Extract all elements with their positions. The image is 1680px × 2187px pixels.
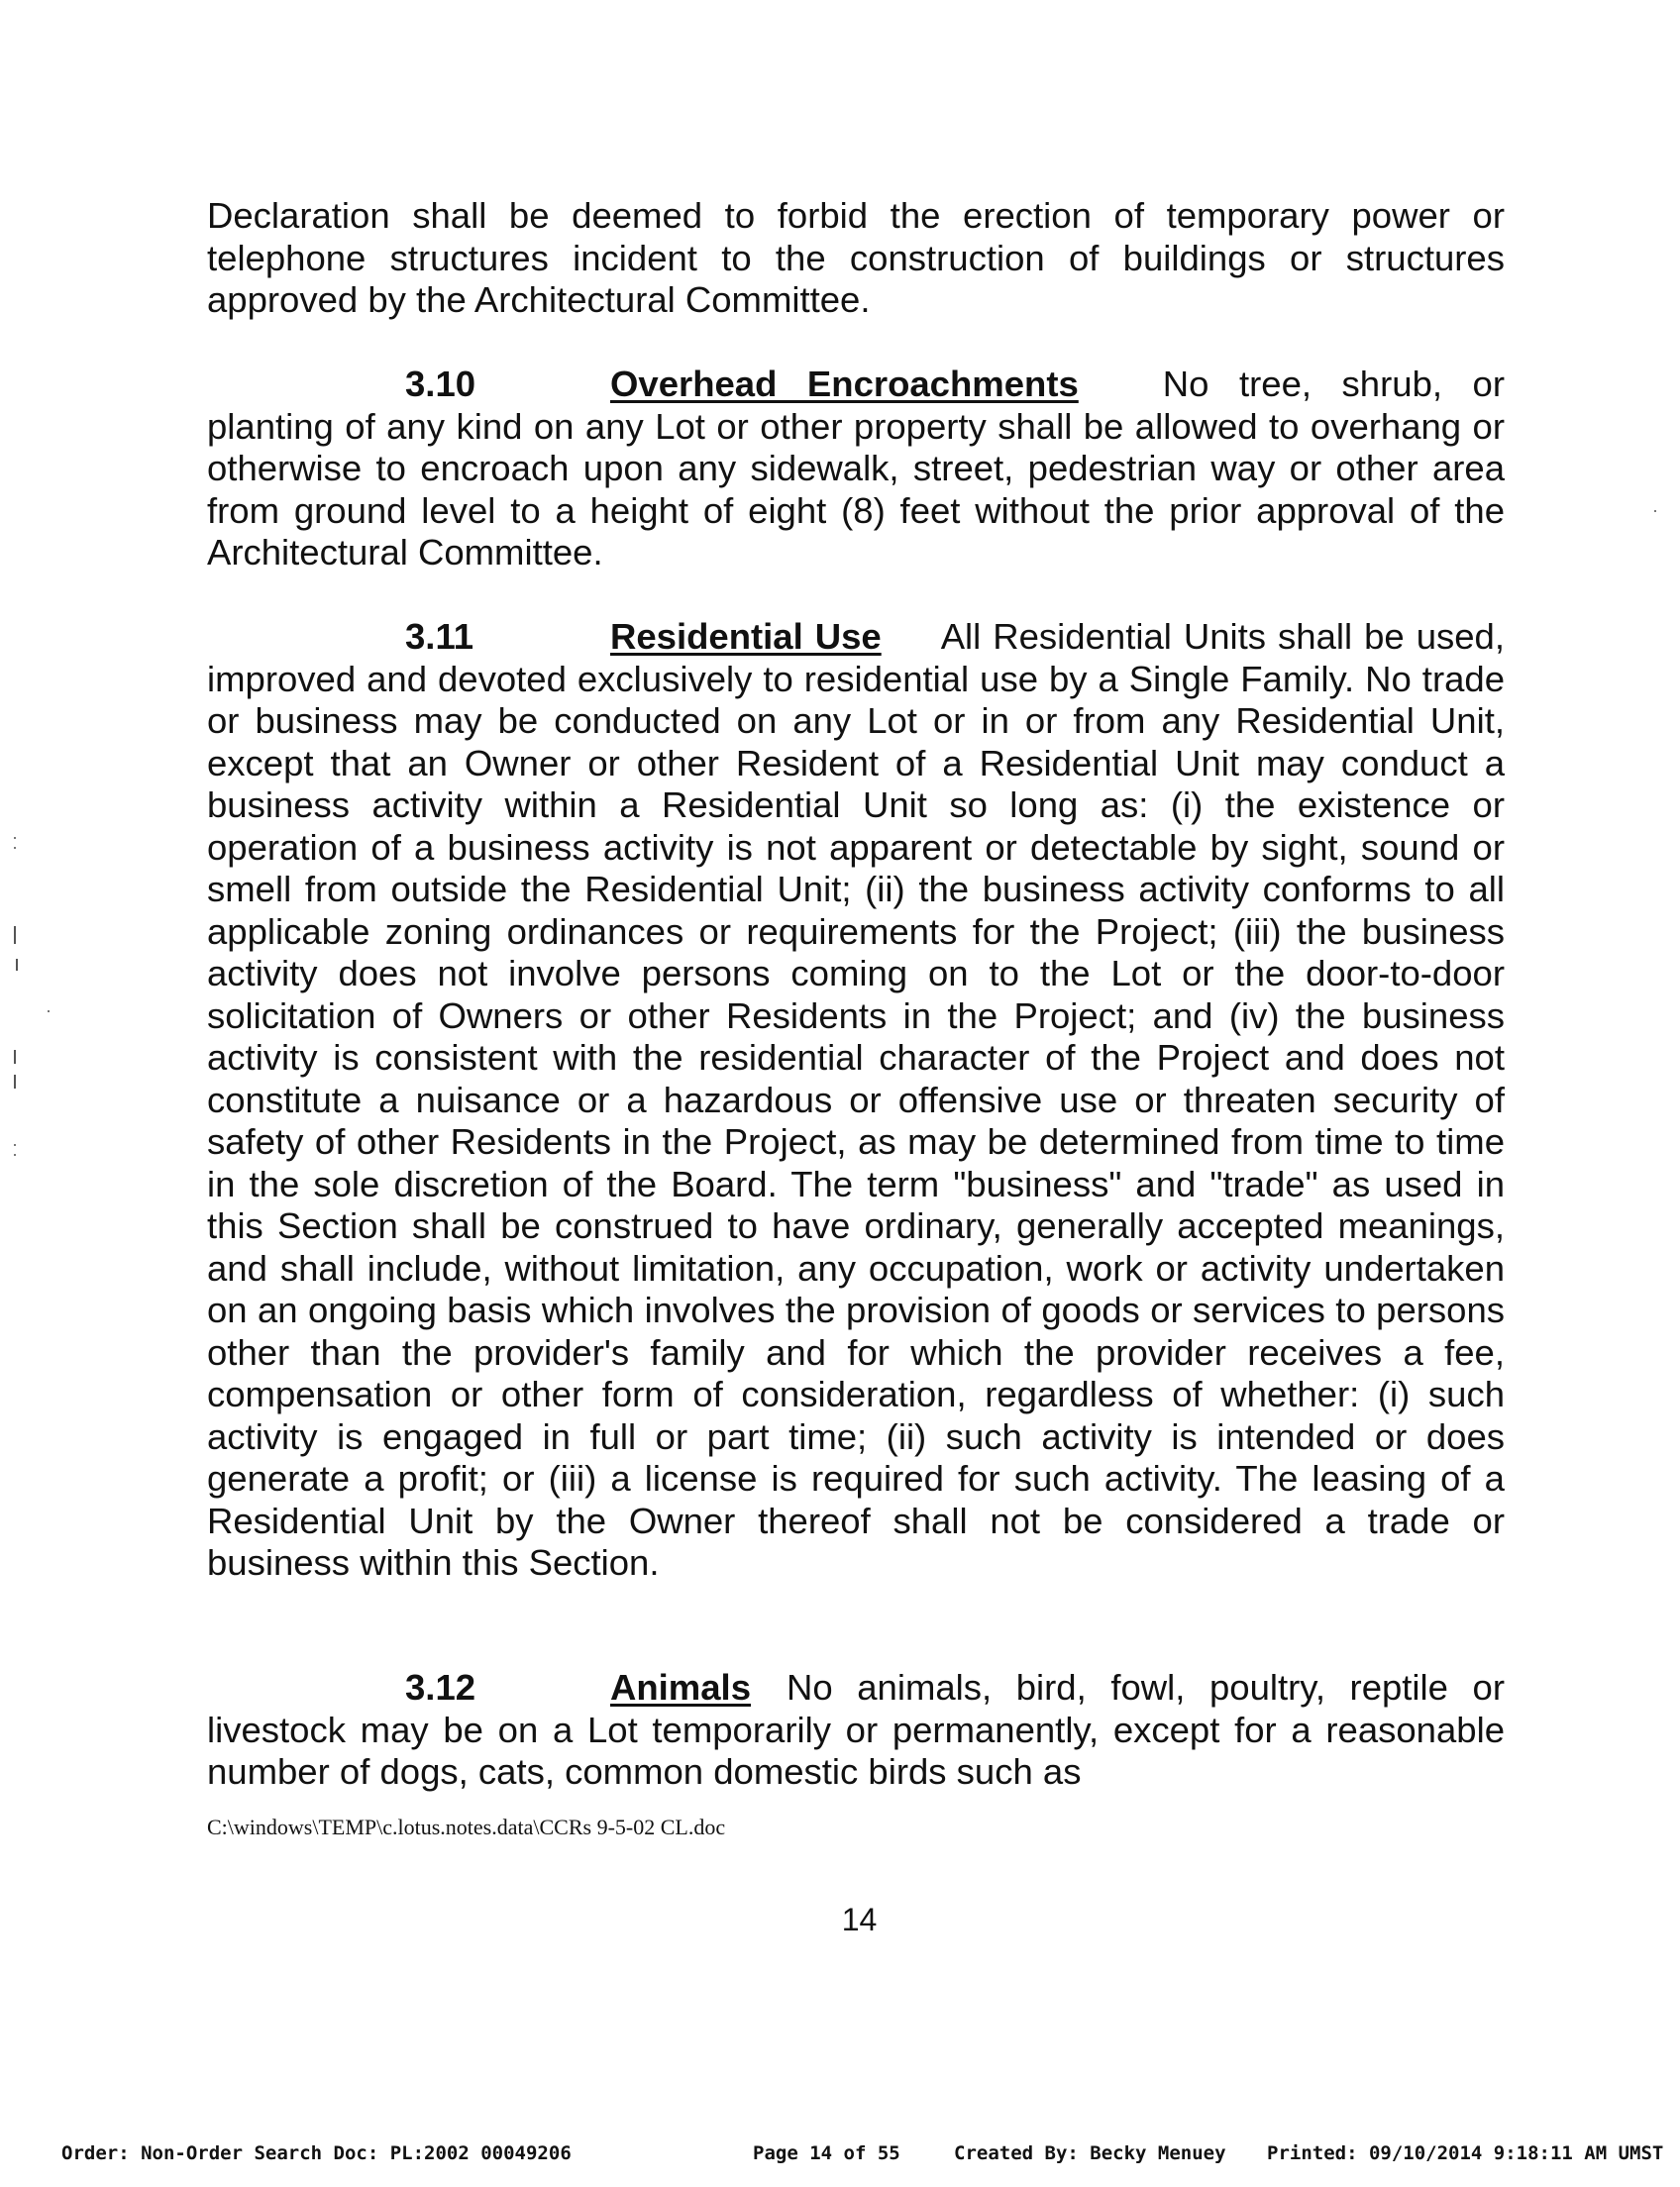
print-footer: [0, 2138, 1680, 2168]
margin-mark: [14, 1154, 16, 1156]
margin-mark: [14, 1075, 16, 1089]
section-title: Overhead Encroachments: [610, 364, 1079, 404]
continued-paragraph: Declaration shall be deemed to forbid the erection of temporary power or telephone structures incident to the construction of buildings or structures approved by the Architectural Committee.: [207, 195, 1505, 320]
section-text: No animals, bird, fowl, poultry, reptile or livestock may be on a Lot temporarily or permanently, except for a reasonable number of dogs, cats, common domestic birds such as: [207, 1667, 1505, 1792]
margin-mark: [1654, 510, 1656, 512]
margin-mark: [14, 926, 16, 944]
margin-mark: [14, 837, 16, 839]
section-title: Animals: [610, 1667, 751, 1708]
section-number: 3.10: [405, 364, 476, 404]
margin-mark: [14, 847, 16, 849]
section-text: No tree, shrub, or planting of any kind on any Lot or other property shall be allowed to overhang or otherwise to encroach upon any sidewalk, street, pedestrian way or other area from ground level to a height of eight (8) feet without the prior approval of the Architectural Committee.: [207, 364, 1506, 573]
page-number: 14: [841, 1902, 878, 1937]
footer-created-by: Created By: Becky Menuey: [954, 2142, 1226, 2164]
section-title: Residential Use: [610, 616, 882, 657]
section-number: 3.12: [405, 1667, 476, 1708]
footer-page: Page 14 of 55: [753, 2142, 900, 2164]
section-3-12: [207, 1667, 1505, 1794]
margin-mark: [16, 959, 18, 971]
section-3-10: [207, 364, 1505, 574]
footer-order: Order: Non-Order Search Doc: PL:2002 00049206: [61, 2142, 572, 2164]
file-path: C:\windows\TEMP\c.lotus.notes.data\CCRs 9-5-02 CL.doc: [207, 1815, 726, 1839]
margin-mark: [14, 1144, 16, 1146]
margin-mark: [14, 1050, 16, 1064]
section-number: 3.11: [405, 616, 474, 657]
section-3-11: [207, 616, 1505, 1585]
footer-printed: Printed: 09/10/2014 9:18:11 AM UMST: [1267, 2142, 1664, 2164]
margin-mark: [48, 1010, 50, 1012]
section-text: All Residential Units shall be used, improved and devoted exclusively to residential use by a Single Family. No trade or business may be conducted on any Lot or in or from any Residential Unit, except that an Owner or other Resident of a Residential Unit may conduct a business activity within a Residential Unit so long as: (i) the existence or operation of a business activity is not apparent or detectable by sight, sound or smell from outside the Residential Unit; (ii) the business activity conforms to all applicable zoning ordinances or requirements for the Project; (iii) the business activity does not involve persons coming on to the Lot or the door-to-door solicitation of Owners or other Residents in the Project; and (iv) the business activity is consistent with the residential character of the Project and does not constitute a nuisance or a hazardous or offensive use or threaten security of safety of other Residents in the Project, as may be determined from time to time in the sole discretion of the Board. The term "business" and "trade" as used in this Section shall be construed to have ordinary, generally accepted meanings, and shall include, without limitation, any occupation, work or activity undertaken on an ongoing basis which involves the provision of goods or services to persons other than the provider's family and for which the provider receives a fee, compensation or other form of consideration, regardless of whether: (i) such activity is engaged in full or part time; (ii) such activity is intended or does generate a profit; or (iii) a license is required for such activity. The leasing of a Residential Unit by the Owner thereof shall not be considered a trade or business within this Section.: [207, 616, 1505, 1583]
